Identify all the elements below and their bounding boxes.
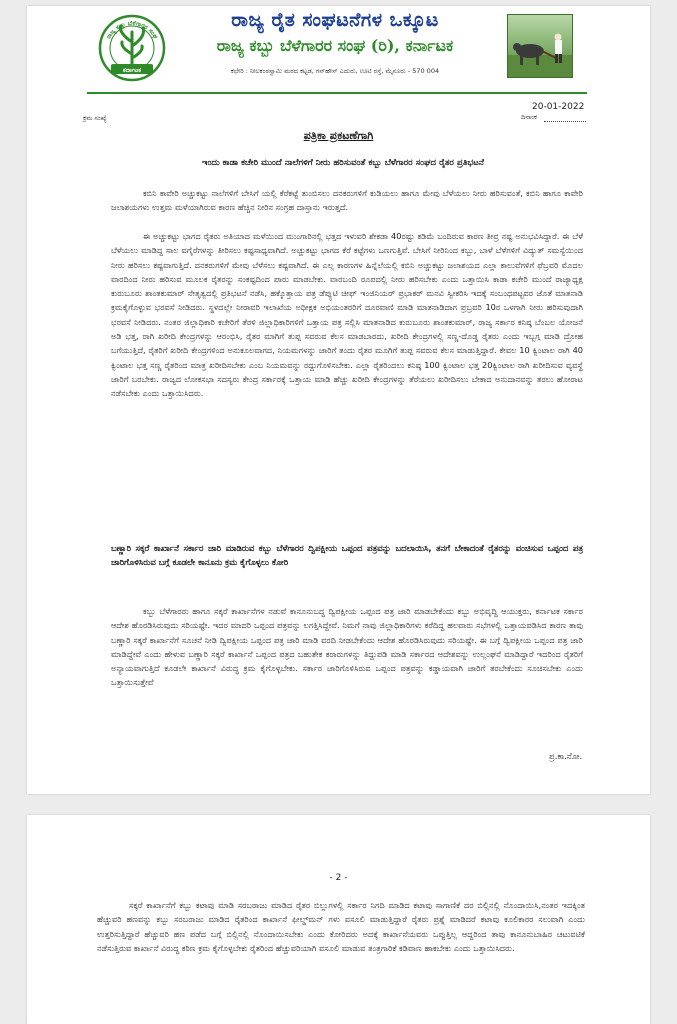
paragraph-2: ಈ ಅಚ್ಚುಕಟ್ಟು ಭಾಗದ ರೈತರು ಅತಿಯಾದ ಮಳೆಯಿಂದ ಮುಂಗಾರಿನಲ್ಲಿ ಭತ್ತದ ಇಳುವರಿ ಶೇಕಡಾ 40ರಷ್ಟು ಕಡಿಮೆ ಬಂದಿರುವ ಕಾರಣ ತೀವ್ರ ನಷ್ಟ ಅನುಭವಿಸಿದ್ದಾರೆ. ಈ ಬೆಳೆ ಬೆಳೆಯಲು ಮಾಡಿದ್ದ ಸಾಲ ವಗೈರೆಗಳನ್ನು ತೀರಿಸಲು ಕಷ್ಟಸಾಧ್ಯವಾಗಿದೆ. ಅಚ್ಚುಕಟ್ಟು ಭಾಗದ ಕೆರೆ ಕಟ್ಟೆಗಳು ಒಣಗುತ್ತಿವೆ. ಬೇಸಿಗೆ ನೀರಿನಿಂದ ಕಬ್ಬು, ಬಾಳೆ ಬೆಳೆಗಳಿಗೆ ವಿದ್ಯುತ್ ಸಮಸ್ಯೆಯಿಂದ ನೀರು ಹರಿಸಲು ಕಷ್ಟವಾಗುತ್ತಿದೆ. ದನಕರುಗಳಿಗೆ ಮೇವು ಬೆಳೆಸಲು ಕಷ್ಟವಾಗಿದೆ. ಈ ಎಲ್ಲ ಕಾರಣಗಳ ಹಿನ್ನೆಲೆಯಲ್ಲಿ ಕಬಿನಿ ಅಚ್ಚುಕಟ್ಟು ಜಲಾಶಯದ ಎಲ್ಲಾ ಕಾಲುವೆಗಳಿಗೆ ಫೆಬ್ರವರಿ ಮೊದಲ ವಾರದಿಂದ ನೀರು ಹರಿಸುವ ಮೂಲಕ ರೈತರನ್ನು ಸಂಕಷ್ಟದಿಂದ ಪಾರು ಮಾಡಬೇಕು. ವಾರಬಂದಿ ರೂಪದಲ್ಲಿ ನೀರು ಹರಿಸಬೇಕು ಎಂದು ಒತ್ತಾಯಿಸಿ ಕಾಡಾ ಕಚೇರಿ ಮುಂದೆ ರಾಜ್ಯಾಧ್ಯಕ್ಷ ಕುರುಬೂರು ಶಾಂತಕುಮಾರ್ ನೇತೃತ್ವದಲ್ಲಿ ಪ್ರತಿಭಟನೆ ನಡೆಸಿ, ಹಕ್ಕೊತ್ತಾಯ ಪತ್ರ ಡೆಪ್ಯುಟಿ ಚೀಫ್ ಇಂಜಿನಿಯರ್ ಪ್ರಭಾಕರ್ ಮನವಿ ಸ್ವೀಕರಿಸಿ ಇದಕ್ಕೆ ಸಂಬಂಧಪಟ್ಟವರ ಜೊತೆ ಮಾತನಾಡಿ ಕ್ರಮಕೈಗೊಳ್ಳುವ ಭರವಸೆ ನೀಡಿದರು. ಸ್ಥಳದಲ್ಲೇ ನೀರಾವರಿ ಇಲಾಖೆಯ ಅಧೀಕ್ಷಕ ಅಭಿಯಂತರರಿಗೆ ದೂರವಾಣಿ ಮಾಡಿ ಮಾತನಾಡಿದಾಗ ಪ್ರಬ್ರವರಿ 10ರ ಒಳಗಾಗಿ ನೀರು ಹರಿಸುವುದಾಗಿ ಭರವಸೆ ನೀಡಿದರು. ನಂತರ ಜಿಲ್ಲಾಧಿಕಾರಿ ಕಚೇರಿಗೆ ತೆರಳಿ ಜಿಲ್ಲಾಧಿಕಾರಿಗಳಿಗೆ ಒತ್ತಾಯ ಪತ್ರ ಸಲ್ಲಿಸಿ ಮಾತನಾಡಿದ ಕುರುಬೂರು ಶಾಂತಕುಮಾರ್, ರಾಜ್ಯ ಸರ್ಕಾರ ಕನಿಷ್ಠ ಬೆಂಬಲ ಯೋಜನೆ ಅಡಿ ಭತ್ತ, ರಾಗಿ ಖರೀದಿ ಕೇಂದ್ರಗಳನ್ನು ಆರಂಭಿಸಿ, ರೈತರ ಮಾಗಿಗೆ ತುಪ್ಪ ಸವರುವ ಕೆಲಸ ಮಾಡಬಾರದು, ಖರೀದಿ ಕೇಂದ್ರಗಳಲ್ಲಿ ಸಣ್ಣ-ದೊಡ್ಡ ರೈತರು ಎಂದು ಇಬ್ಬಗ್ಗ ಮಾಡಿ ದ್ರೋಹ ಬಗೆಯುತ್ತಿದೆ, ರೈತರಿಗೆ ಖರೀದಿ ಕೇಂದ್ರಗಳಿಂದ ಅನುಕೂಲವಾಗದ, ನಿಯಮಗಳನ್ನು ಜಾರಿಗೆ ತಂದು ರೈತರ ಮೂಗಿಗೆ ತುಪ್ಪ ಸವರುವ ಕೆಲಸ ಮಾಡುತ್ತಿದ್ದಾರೆ. ಕೇವಲ 10 ಕ್ವಿಂಟಾಲ ರಾಗಿ 40 ಕ್ವಿಂಟಾಲ ಭತ್ತ ಸಣ್ಣ ರೈತರಿಂದ ಮಾತ್ರ ಖರೀದಿಸಬೇಕು ಎಂಬ ನಿಯಮವನ್ನು ರದ್ದುಗೊಳಿಸಬೇಕು. ಎಲ್ಲಾ ರೈತರಿಂದಲು ಕನಿಷ್ಠ 100 ಕ್ವಿಂಟಾಲ ಭತ್ತ 20ಕ್ವಿಂಟಾಲ ರಾಗಿ ಖರೀದಿಸುವ ವ್ಯವಸ್ಥೆ ಜಾರಿಗೆ ಬರಬೇಕು. ರಾಜ್ಯದ ಲೋಕಸಭಾ ಸದಸ್ಯರು ಕೇಂದ್ರ ಸರ್ಕಾರಕ್ಕೆ ಒತ್ತಾಯ ಮಾಡಿ ಹೆಚ್ಚು ಖರೀದಿ ಕೇಂದ್ರಗಳನ್ನು ತೆರೆಯಲು ಖರೀದಿಸಲು ಬೇಕಾದ ಅನುದಾನವನ್ನು ತರಲು ಹೋರಾಟ ನಡೆಸಬೇಕು ಎಂದು ಒತ್ತಾಯಿಸಿದರು. — [111, 231, 583, 399]
farmer-ploughing-photo — [507, 14, 573, 78]
letterhead-address: ಕಛೇರಿ : ನೀಲಕಂಠಸ್ವಾಮಿ ಮಠದ ಕಟ್ಟಡ, ಗನ್‌ಹೌಸ್ ಎದುರು, ಊಟಿ ರಸ್ತೆ, ಮೈಸೂರು - 570 004 — [230, 67, 440, 75]
letterhead-title-federation: ರಾಜ್ಯ ರೈತ ಸಂಘಟನೆಗಳ ಒಕ್ಕೂಟ — [231, 9, 439, 31]
press-release-title: ಪತ್ರಿಕಾ ಪ್ರಕಟಣೆಗಾಗಿ — [303, 129, 374, 142]
paragraph-4: ಸಕ್ಕರೆ ಕಾರ್ಖಾನೆಗೆ ಕಬ್ಬು ಕಟಾವು ಮಾಡಿ ಸರಬರಾಜು ಮಾಡಿದ ರೈತರ ಬಿಲ್ಲುಗಳಲ್ಲಿ ಸರ್ಕಾರ ನಿಗದಿ ಮಾಡಿದ ಕಟಾವು ಸಾಗಾಣಿಕೆ ದರ ಬಿಲ್ಲಿನಲ್ಲಿ ನೊಂದಾಯಿಸಿ,ನಂತರ ಇದಕ್ಕಿಂತ ಹೆಚ್ಚುವರಿ ಹಣವನ್ನು ಕಬ್ಬು ಸರಬರಾಜು ಮಾಡಿದ ರೈತರಿಂದ ಕಾರ್ಖಾನೆ ಫೀಲ್ಡ್‌ಮನ್ ಗಳು ವಸೂಲಿ ಮಾಡುತ್ತಿದ್ದಾರೆ ರೈತರು ಪ್ರಶ್ನೆ ಮಾಡಿದರೆ ಕಟಾವು ಕೂಲಿಕಾರರ ಸಲುವಾಗಿ ಎಂದು ಉತ್ತರಿಸುತ್ತಿದ್ದಾರೆ ಹೆಚ್ಚುವರಿ ಹಣ ಪಡೆದ ಬಗ್ಗೆ ಬಿಲ್ಲಿನಲ್ಲಿ ನೊಂದಾಯಿಸಬೇಕು ಎಂದು ಕೋರಿದರು ಅದಕ್ಕೆ ಕಾರ್ಖಾನೆಯವರು ಒಪ್ಪುತ್ತಿಲ್ಲ ಆದ್ದರಿಂದ ತಾವು ಕಾನೂನುಬಾಹಿರ ಚಟುವಟಿಕೆ ನಡೆಸುತ್ತಿರುವ ಕಾರ್ಖಾನೆ ವಿರುದ್ಧ ಕಠಿಣ ಕ್ರಮ ಕೈಗೊಳ್ಳಬೇಕು ರೈತರಿಂದ ಹೆಚ್ಚುವರಿಯಾಗಿ ವಸೂಲಿ ಮಾಡುವ ತಂತ್ರಗಾರಿಕೆ ಕಡಿವಾಣ ಹಾಕಬೇಕು ಎಂದು ಒತ್ತಾಯಿಸಿದರು. — [97, 900, 585, 953]
reference-number-label: ಕ್ರಮ ಸಂಖ್ಯೆ — [83, 114, 107, 122]
union-logo-emblem — [97, 12, 167, 82]
letterhead-divider — [87, 92, 587, 94]
signature: ಪ್ರ.ಕಾ.ನೋ. — [549, 751, 583, 761]
document-page-2 — [27, 815, 650, 1024]
subject-heading-protest: ಇಂದು ಕಾಡಾ ಕಚೇರಿ ಮುಂದೆ ನಾಲೆಗಳಿಗೆ ನೀರು ಹರಿಸುವಂತೆ ಕಬ್ಬು ಬೆಳೆಗಾರರ ಸಂಘದ ರೈತರ ಪ್ರತಿಭಟನೆ — [202, 158, 484, 168]
logo-ring-text: ರಾಜ್ಯ ಕಬ್ಬು ಬೆಳೆಗಾರರ ಸಂಘ — [105, 19, 159, 41]
date-underline — [544, 121, 586, 122]
subject-heading-bannari: ಬಣ್ಣಾರಿ ಸಕ್ಕರೆ ಕಾರ್ಖಾನೆ ಸರ್ಕಾರ ಜಾರಿ ಮಾಡಿರುವ ಕಬ್ಬು ಬೆಳೆಗಾರರ ದ್ವಿಪಕ್ಷೀಯ ಒಪ್ಪಂದ ಪತ್ರವನ್ನು ಬದಲಾಯಿಸಿ, ತನಗೆ ಬೇಕಾದಂತೆ ರೈತರನ್ನು ವಂಚಿಸುವ ಒಪ್ಪಂದ ಪತ್ರ ಜಾರಿಗೊಳಿಸಿರುವ ಬಗ್ಗೆ ಕೂಡಲೇ ಕಾನೂನು ಕ್ರಮ ಕೈಗೊಳ್ಳಲು ಕೋರಿ — [111, 543, 583, 567]
date-value: 20-01-2022 — [532, 102, 585, 112]
document-page-1 — [27, 6, 650, 794]
letterhead-title-association: ರಾಜ್ಯ ಕಬ್ಬು ಬೆಳೆಗಾರರ ಸಂಘ (ರಿ), ಕರ್ನಾಟಕ — [216, 36, 454, 55]
paragraph-3: ಕಬ್ಬು ಬೆಳೆಗಾರರು ಹಾಗೂ ಸಕ್ಕರೆ ಕಾರ್ಖಾನೆಗಳ ನಡುವೆ ಕಾನೂನುಬದ್ಧ ದ್ವಿಪಕ್ಷೀಯ ಒಪ್ಪಂದ ಪತ್ರ ಜಾರಿ ಮಾಡಬೇಕೆಂದು ಕಬ್ಬು ಅಭಿವೃದ್ಧಿ ಆಯುಕ್ತರು, ಕರ್ನಾಟಕ ಸರ್ಕಾರ ಆದೇಶ ಹೊರಡಿಸಿರುವುದು ಸರಿಯಷ್ಟೇ. ಇದರ ಮಾದರಿ ಒಪ್ಪಂದ ಪತ್ರವನ್ನು ಲಗತ್ತಿಸಿದ್ದೇವೆ. ನಿಮಗೆ ನಾವು ಜಿಲ್ಲಾಧಿಕಾರಿಗಳು ಕರೆದಿದ್ದ ಹಲವಾರು ಸಭೆಗಳಲ್ಲಿ ಒತ್ತಾಯಪಡಿಸಿದ ಕಾರಣ ತಾವು ಬಣ್ಣಾರಿ ಸಕ್ಕರೆ ಕಾರ್ಖಾನೆಗೆ ಸೂಚನೆ ನೀಡಿ ದ್ವಿಪಕ್ಷೀಯ ಒಪ್ಪಂದ ಪತ್ರ ಜಾರಿ ಮಾಡಿ ವರದಿ ನೀಡಬೇಕೆಂದು ಆದೇಶ ಹೊರಡಿಸಿರುವುದು ಸರಿಯಷ್ಟೇ. ಈ ಬಗ್ಗೆ ದ್ವಿಪಕ್ಷೀಯ ಒಪ್ಪಂದ ಪತ್ರ ಜಾರಿ ಮಾಡಿದ್ದೇವೆ ಎಂದು ಹೇಳುವ ಬಣ್ಣಾರಿ ಸಕ್ಕರೆ ಕಾರ್ಖಾನೆ ಒಪ್ಪಂದ ಪತ್ರದ ಬಹುತೇಕ ಕರಾರುಗಳನ್ನು ತಿದ್ದುಪಡಿ ಮಾಡಿ ಸರ್ಕಾರದ ಆದೇಶವನ್ನು ಉಲ್ಲಂಘನೆ ಮಾಡಿದ್ದಾರೆ ಇದರಿಂದ ರೈತರಿಗೆ ಅನ್ಯಾಯವಾಗುತ್ತಿದೆ ಕೂಡಲೇ ಕಾರ್ಖಾನೆ ವಿರುದ್ಧ ಕ್ರಮ ಕೈಗೊಳ್ಳಬೇಕು. ಸರ್ಕಾರ ಜಾರಿಗೊಳಿಸಿರುವ ಒಪ್ಪಂದ ಪತ್ರವನ್ನು ಕಡ್ಡಾಯವಾಗಿ ಜಾರಿಗೆ ತರಬೇಕೆಂದು ಸೂಚಿಸಬೇಕು ಎಂದು ಒತ್ತಾಯಿಸುತ್ತೇವೆ — [111, 606, 583, 688]
logo-banner-text: ಕರ್ನಾಟಕ — [123, 67, 141, 74]
ox-plough-icon — [508, 15, 573, 78]
paragraph-1: ಕಬಿನಿ ಕಾವೇರಿ ಅಚ್ಚುಕಟ್ಟು ನಾಲೆಗಳಿಗೆ ಬೇಸಿಗೆ ಯಲ್ಲಿ ಕೆರೆಕಟ್ಟೆ ತುಂಬಿಸಲು ದನಕರುಗಳಿಗೆ ಕುಡಿಯಲು ಹಾಗೂ ಮೇವು ಬೆಳೆಯಲು ನೀರು ಹರಿಸುವಂತೆ, ಕಬಿನಿ ಹಾಗೂ ಕಾವೇರಿ ಜಲಾಶಯಗಳು ಉತ್ತಮ ಮಳೆಯಾಗಿರುವ ಕಾರಣ ಹೆಚ್ಚಿನ ನೀರಿನ ಸಂಗ್ರಹ ದಾಸ್ತಾನು ಇರುತ್ತದೆ. — [111, 188, 583, 213]
date-label: ದಿನಾಂಕ — [521, 113, 537, 121]
page-number: - 2 - — [329, 873, 348, 883]
